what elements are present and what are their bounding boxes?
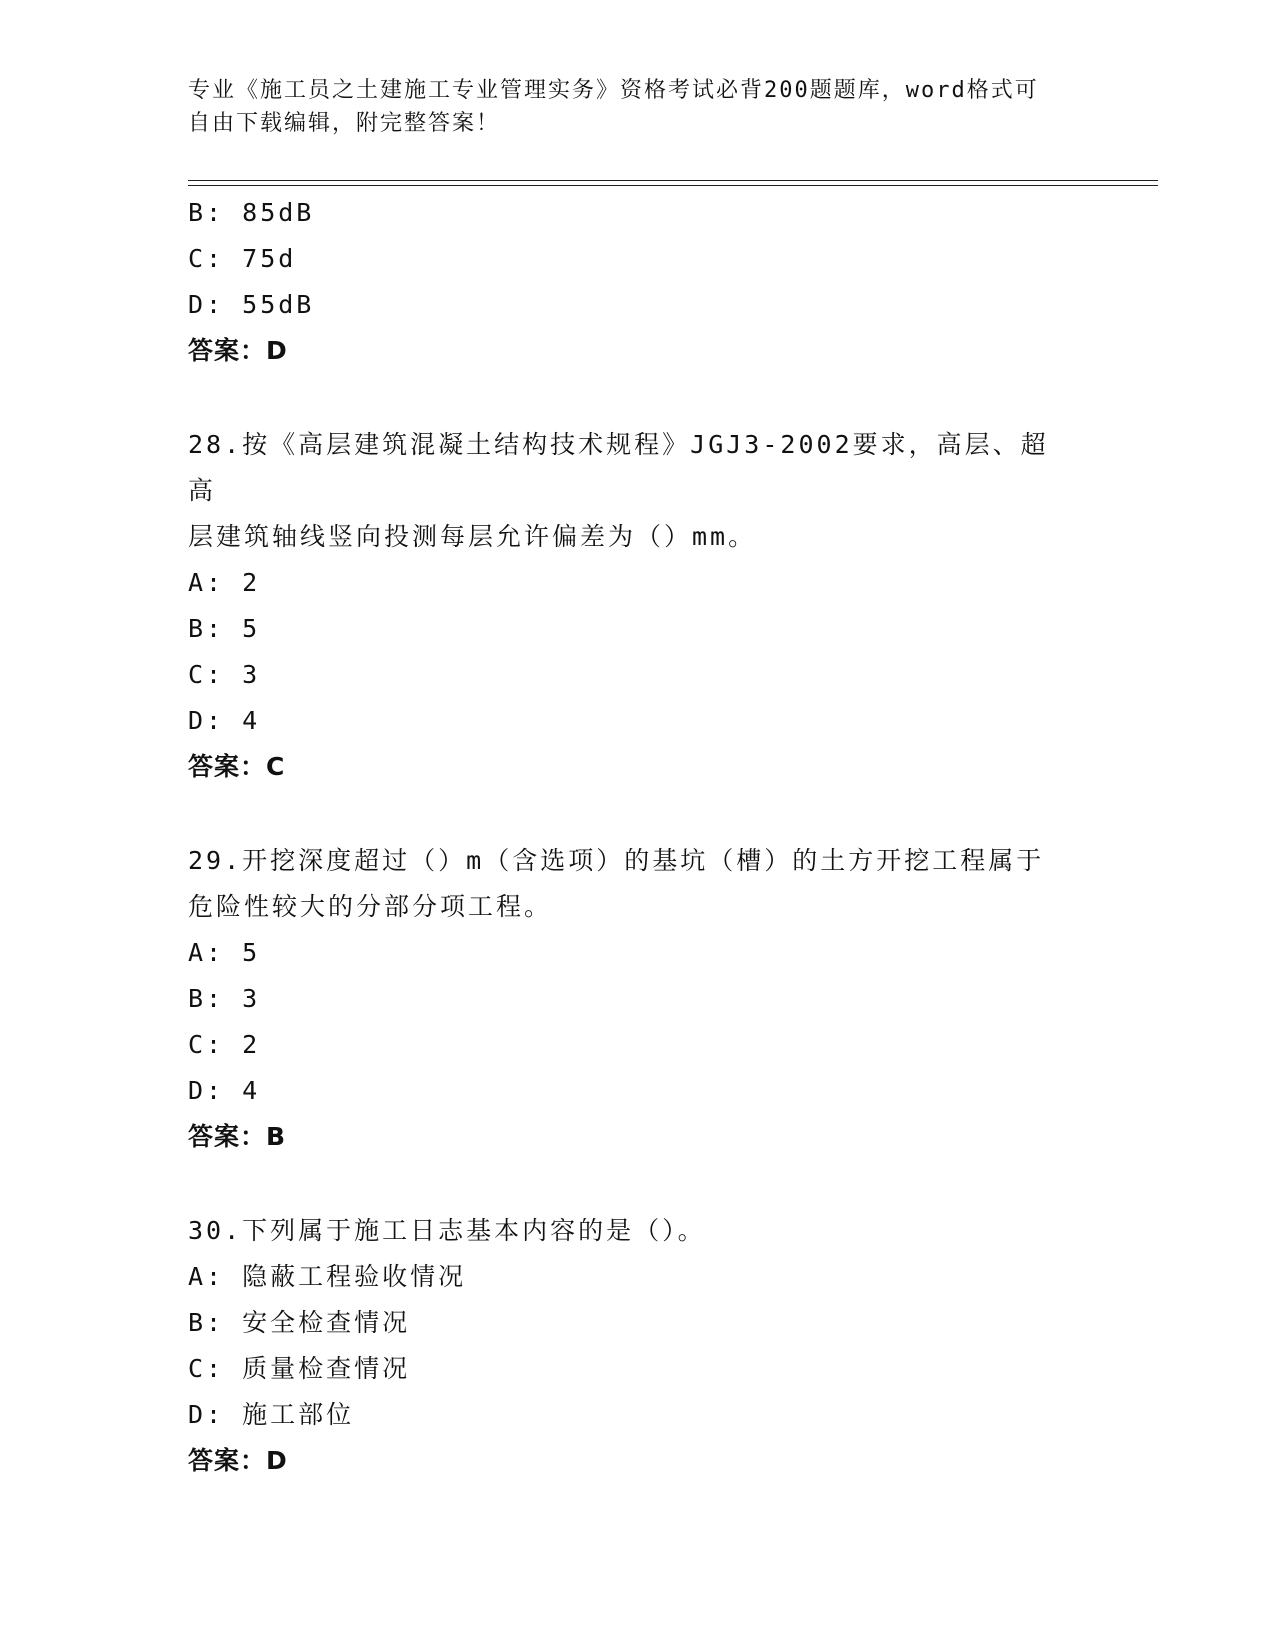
option-d: D: 施工部位	[188, 1400, 355, 1429]
question-list	[188, 190, 1088, 1484]
question-30	[188, 1208, 1088, 1484]
answer-label: 答案：C	[188, 752, 286, 781]
option-d: D: 4	[188, 706, 261, 735]
option-d: D: 55dB	[188, 290, 315, 319]
option-c: C: 质量检查情况	[188, 1354, 411, 1383]
option-c: C: 2	[188, 1030, 261, 1059]
option-a: A: 2	[188, 568, 261, 597]
header-line-2: 自由下载编辑，附完整答案！	[188, 111, 501, 136]
header-divider-top	[188, 180, 1158, 181]
option-d: D: 4	[188, 1076, 261, 1105]
option-a: A: 隐蔽工程验收情况	[188, 1262, 467, 1291]
option-b: B: 85dB	[188, 198, 315, 227]
partial-question	[188, 190, 1088, 374]
answer-label: 答案：D	[188, 1446, 288, 1475]
header-line-1: 专业《施工员之土建施工专业管理实务》资格考试必背200题题库，word格式可	[188, 78, 1039, 103]
question-text-line-1: 30.下列属于施工日志基本内容的是（）。	[188, 1216, 706, 1245]
option-a: A: 5	[188, 938, 261, 967]
question-text-line-1: 28.按《高层建筑混凝土结构技术规程》JGJ3-2002要求，高层、超高	[188, 430, 1049, 505]
question-text-line-2: 层建筑轴线竖向投测每层允许偏差为（）mm。	[188, 522, 757, 551]
option-b: B: 安全检查情况	[188, 1308, 411, 1337]
answer-label: 答案：B	[188, 1122, 287, 1151]
document-header	[188, 74, 1068, 140]
option-b: B: 3	[188, 984, 261, 1013]
question-29	[188, 838, 1088, 1160]
option-c: C: 3	[188, 660, 261, 689]
question-28	[188, 422, 1088, 790]
option-c: C: 75d	[188, 244, 297, 273]
option-b: B: 5	[188, 614, 261, 643]
header-divider-bottom	[188, 185, 1158, 186]
question-text-line-2: 危险性较大的分部分项工程。	[188, 892, 553, 921]
answer-label: 答案：D	[188, 336, 288, 365]
question-text-line-1: 29.开挖深度超过（）m（含选项）的基坑（槽）的土方开挖工程属于	[188, 846, 1045, 875]
